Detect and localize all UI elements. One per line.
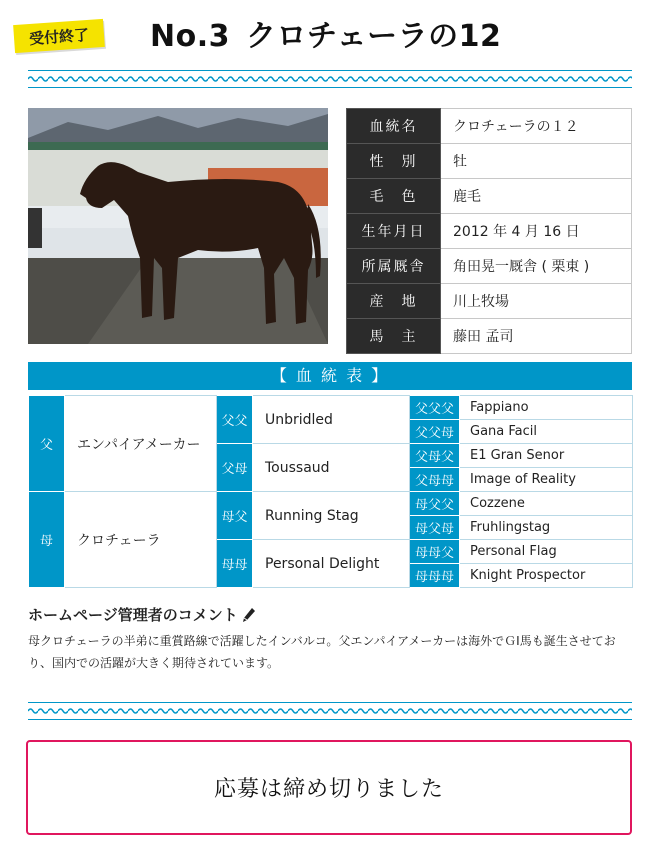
gen3-name: Knight Prospector xyxy=(460,564,633,588)
page-title xyxy=(150,14,501,60)
sire-name: エンパイアメーカー xyxy=(65,396,217,492)
gen3-label: 母母母 xyxy=(410,564,460,588)
pedigree-heading: 【 血 統 表 】 xyxy=(28,362,632,390)
gen3-name: Fappiano xyxy=(460,396,633,420)
comment-title xyxy=(28,604,256,625)
profile-key: 毛 色 xyxy=(347,179,441,214)
gen3-name: Fruhlingstag xyxy=(460,516,633,540)
gen3-name: Gana Facil xyxy=(460,420,633,444)
profile-row xyxy=(347,214,632,249)
profile-value: クロチェーラの１２ xyxy=(441,109,632,144)
profile-row xyxy=(347,179,632,214)
profile-key: 血統名 xyxy=(347,109,441,144)
comment-body: 母クロチェーラの半弟に重賞路線で活躍したインバルコ。父エンパイアメーカーは海外でＧⅠ馬も誕生させており、国内での活躍が大きく期待されています。 xyxy=(28,634,616,670)
horse-name: クロチェーラの12 xyxy=(246,19,502,54)
profile-row xyxy=(347,249,632,284)
profile-key: 馬 主 xyxy=(347,319,441,354)
ornament-divider-bottom xyxy=(28,702,632,720)
gen3-label: 父父母 xyxy=(410,420,460,444)
application-closed-notice xyxy=(26,740,632,835)
profile-value: 牡 xyxy=(441,144,632,179)
profile-row xyxy=(347,319,632,354)
gen2-label: 父母 xyxy=(217,444,253,492)
profile-value: 角田晃一厩舎 ( 栗東 ) xyxy=(441,249,632,284)
gen3-name: E1 Gran Senor xyxy=(460,444,633,468)
ornament-divider-top xyxy=(28,70,632,88)
gen2-name: Unbridled xyxy=(253,396,410,444)
profile-value: 鹿毛 xyxy=(441,179,632,214)
gen3-name: Image of Reality xyxy=(460,468,633,492)
profile-key: 生年月日 xyxy=(347,214,441,249)
profile-value: 川上牧場 xyxy=(441,284,632,319)
gen3-label: 父母母 xyxy=(410,468,460,492)
gen2-label: 母母 xyxy=(217,540,253,588)
profile-row xyxy=(347,144,632,179)
closed-text: 応募は締め切りました xyxy=(213,777,444,802)
profile-row xyxy=(347,284,632,319)
gen3-name: Cozzene xyxy=(460,492,633,516)
gen3-label: 母母父 xyxy=(410,540,460,564)
profile-table xyxy=(346,108,632,354)
pedigree-table xyxy=(28,395,633,588)
pencil-icon xyxy=(242,607,256,623)
profile-key: 産 地 xyxy=(347,284,441,319)
profile-value: 藤田 孟司 xyxy=(441,319,632,354)
profile-value: 2012 年 4 月 16 日 xyxy=(441,214,632,249)
gen2-label: 母父 xyxy=(217,492,253,540)
dam-label: 母 xyxy=(29,492,65,588)
comment-title-text: ホームページ管理者のコメント xyxy=(28,606,238,624)
gen3-label: 母父母 xyxy=(410,516,460,540)
gen2-label: 父父 xyxy=(217,396,253,444)
gen3-label: 父母父 xyxy=(410,444,460,468)
gen2-name: Toussaud xyxy=(253,444,410,492)
gen3-label: 母父父 xyxy=(410,492,460,516)
dam-name: クロチェーラ xyxy=(65,492,217,588)
gen2-name: Running Stag xyxy=(253,492,410,540)
profile-key: 所属厩舎 xyxy=(347,249,441,284)
lot-number: No.3 xyxy=(150,19,230,54)
profile-key: 性 別 xyxy=(347,144,441,179)
horse-photo xyxy=(28,108,328,344)
gen2-name: Personal Delight xyxy=(253,540,410,588)
gen3-name: Personal Flag xyxy=(460,540,633,564)
status-badge: 受付終了 xyxy=(13,19,105,53)
profile-row xyxy=(347,109,632,144)
gen3-label: 父父父 xyxy=(410,396,460,420)
sire-label: 父 xyxy=(29,396,65,492)
